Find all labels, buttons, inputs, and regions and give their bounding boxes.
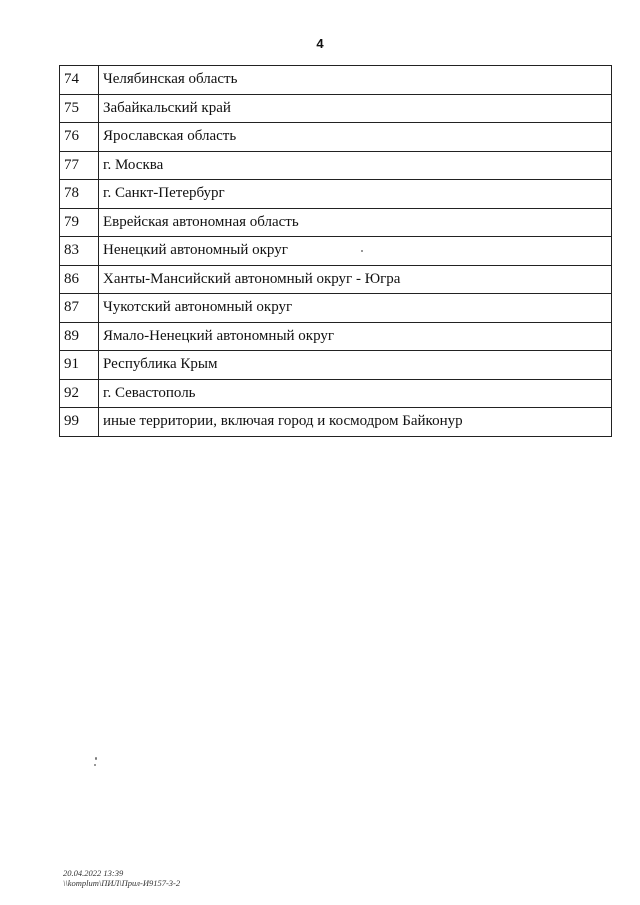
table-row [60, 351, 612, 380]
region-name: Забайкальский край [99, 94, 612, 123]
region-name: г. Москва [99, 151, 612, 180]
region-name: г. Санкт-Петербург [99, 180, 612, 209]
regions-table-body [60, 66, 612, 437]
region-name: Еврейская автономная область [99, 208, 612, 237]
region-code: 76 [60, 123, 99, 152]
region-code: 89 [60, 322, 99, 351]
region-code: 78 [60, 180, 99, 209]
region-code: 79 [60, 208, 99, 237]
region-name: Ненецкий автономный округ [99, 237, 612, 266]
table-row [60, 94, 612, 123]
table-row [60, 379, 612, 408]
region-name: Ямало-Ненецкий автономный округ [99, 322, 612, 351]
document-footer [63, 868, 180, 888]
scan-speck [95, 757, 97, 760]
table-row [60, 322, 612, 351]
region-name: г. Севастополь [99, 379, 612, 408]
region-code: 77 [60, 151, 99, 180]
region-code: 92 [60, 379, 99, 408]
region-code: 99 [60, 408, 99, 437]
table-row [60, 237, 612, 266]
region-code: 83 [60, 237, 99, 266]
table-row [60, 151, 612, 180]
scan-speck [94, 764, 96, 766]
table-row [60, 123, 612, 152]
page-number: 4 [316, 36, 324, 51]
region-code: 87 [60, 294, 99, 323]
table-row [60, 408, 612, 437]
region-code: 91 [60, 351, 99, 380]
footer-file-path: \\komplum\ПИЛ\Прил-И9157-3-2 [63, 878, 181, 888]
region-code: 74 [60, 66, 99, 95]
region-name: Чукотский автономный округ [99, 294, 612, 323]
table-row [60, 294, 612, 323]
regions-table [59, 65, 612, 437]
table-row [60, 265, 612, 294]
region-code: 86 [60, 265, 99, 294]
region-name: Ханты-Мансийский автономный округ - Югра [99, 265, 612, 294]
region-name: Челябинская область [99, 66, 612, 95]
scan-speck [361, 250, 363, 252]
region-code: 75 [60, 94, 99, 123]
region-name: Ярославская область [99, 123, 612, 152]
table-row [60, 208, 612, 237]
table-row [60, 180, 612, 209]
region-name: иные территории, включая город и космодром Байконур [99, 408, 612, 437]
table-row [60, 66, 612, 95]
footer-timestamp: 20.04.2022 13:39 [63, 868, 124, 878]
region-name: Республика Крым [99, 351, 612, 380]
